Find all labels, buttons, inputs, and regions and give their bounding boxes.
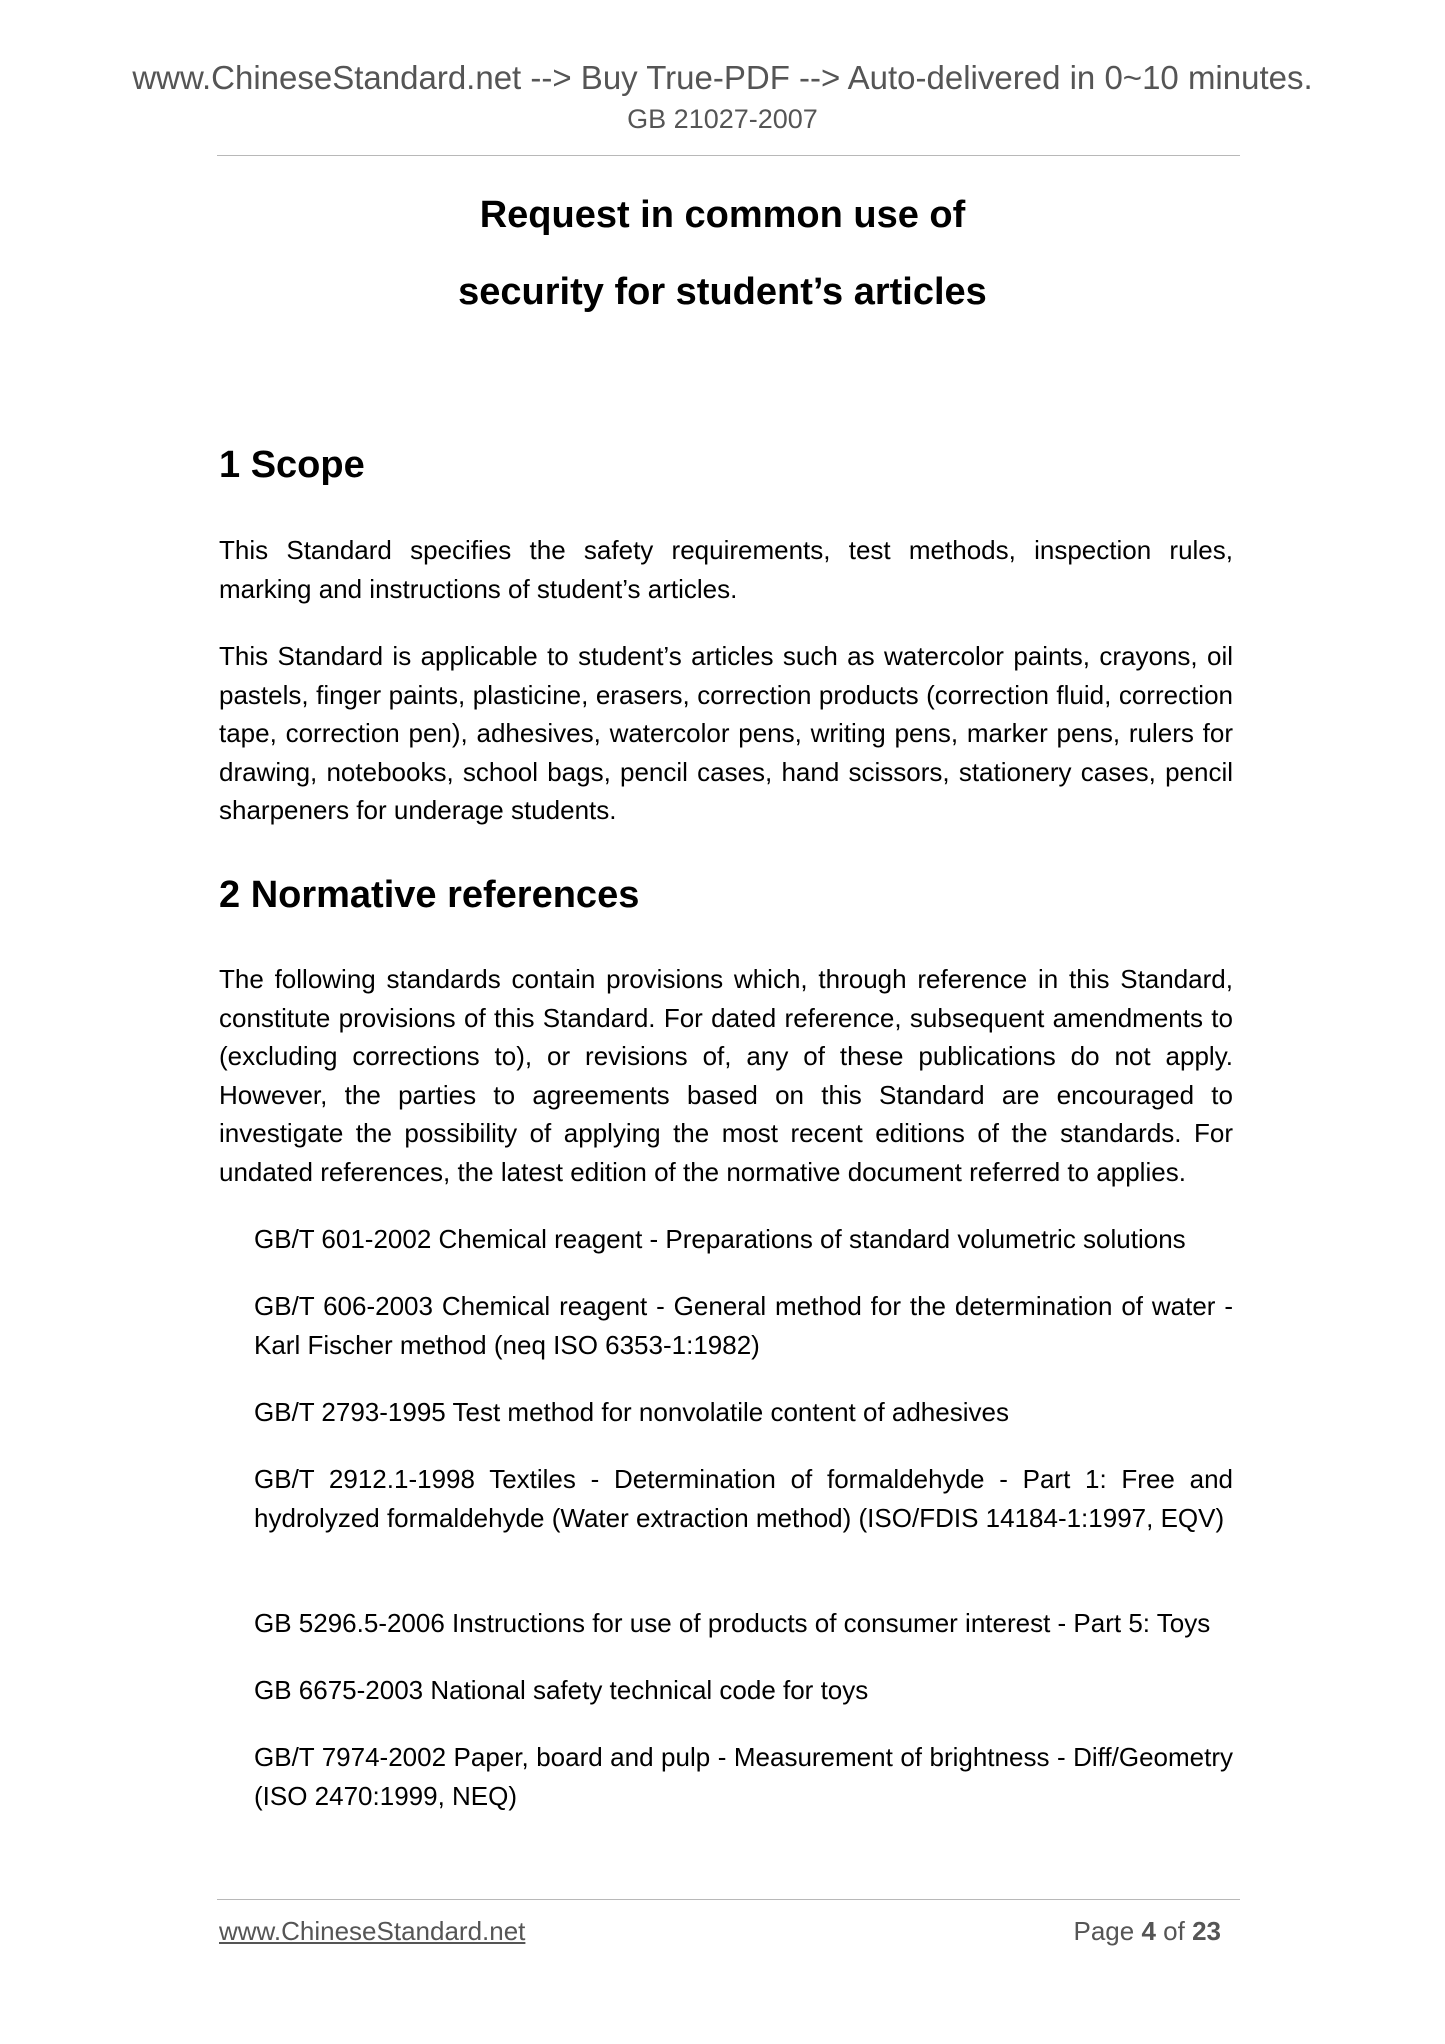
section-heading-scope: 1 Scope (219, 444, 365, 486)
header-divider (217, 155, 1240, 156)
page-indicator (1073, 1915, 1221, 1947)
scope-paragraph-2: This Standard is applicable to student’s articles such as watercolor paints, crayons, oil pastels, finger paints, plasticine, erasers, correction products (correction fluid, correction tape, correction pen), adhesives, watercolor pens, writing pens, marker pens, rulers for drawing, notebooks, school bags, pencil cases, hand scissors, stationery cases, pencil sharpeners for underage students. (219, 641, 1233, 825)
header-doc-id: GB 21027-2007 (627, 104, 818, 134)
footer-divider (217, 1899, 1240, 1900)
page-total-number: 23 (1192, 1916, 1221, 1946)
page-current-number: 4 (1141, 1916, 1156, 1946)
document-title-line2: security for student’s articles (458, 271, 987, 313)
section-heading-normative-references: 2 Normative references (219, 874, 640, 916)
scope-paragraph-1: This Standard specifies the safety requirements, test methods, inspection rules, marking and instructions of student’s articles. (219, 535, 1233, 604)
page-prefix: Page (1073, 1916, 1135, 1946)
reference-item: GB/T 2793-1995 Test method for nonvolatile content of adhesives (254, 1397, 1009, 1427)
footer-site-link[interactable]: www.ChineseStandard.net (219, 1916, 526, 1946)
document-title-line1: Request in common use of (479, 194, 966, 236)
reference-item: GB/T 601-2002 Chemical reagent - Preparations of standard volumetric solutions (254, 1224, 1186, 1254)
reference-item: GB 5296.5-2006 Instructions for use of products of consumer interest - Part 5: Toys (254, 1608, 1211, 1638)
normative-intro-paragraph: The following standards contain provisions which, through reference in this Standard, constitute provisions of this Standard. For dated reference, subsequent amendments to (excluding corrections to), or revisions of, any of these publications do not apply. However, the parties to agreements based on this Standard are encouraged to investigate the possibility of applying the most recent editions of the standards. For undated references, the latest edition of the normative document referred to applies. (219, 964, 1233, 1187)
reference-item: GB/T 606-2003 Chemical reagent - General method for the determination of water - Karl Fischer method (neq ISO 6353-1:1982) (254, 1291, 1233, 1360)
reference-item: GB/T 2912.1-1998 Textiles - Determination of formaldehyde - Part 1: Free and hydrolyzed formaldehyde (Water extraction method) (ISO/FDIS 14184-1:1997, EQV) (254, 1464, 1233, 1533)
reference-item: GB 6675-2003 National safety technical code for toys (254, 1675, 869, 1705)
reference-item: GB/T 7974-2002 Paper, board and pulp - Measurement of brightness - Diff/Geometry (ISO 2470:1999, NEQ) (254, 1742, 1233, 1811)
page-of-label: of (1163, 1916, 1185, 1946)
header-banner[interactable]: www.ChineseStandard.net --> Buy True-PDF --> Auto-delivered in 0~10 minutes. (132, 59, 1313, 96)
